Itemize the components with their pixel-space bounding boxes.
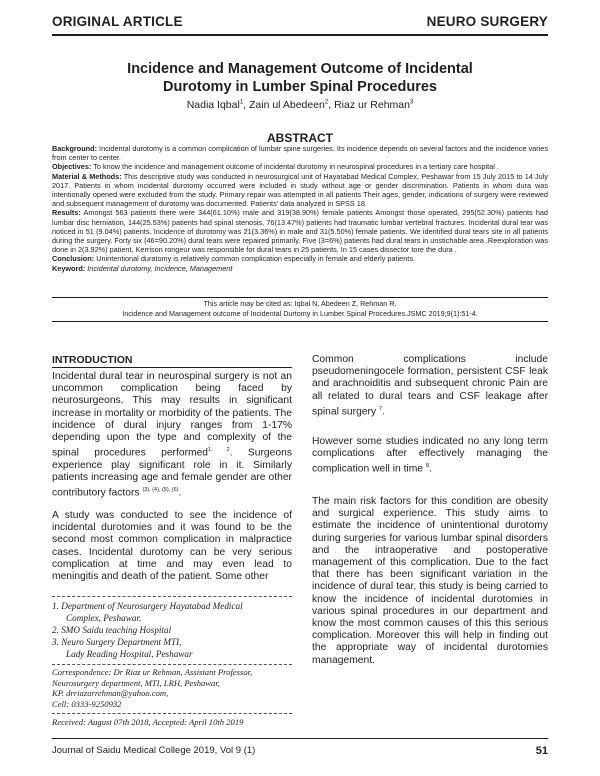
abstract-results: [52, 208, 548, 254]
right-paragraph-1: [312, 354, 548, 418]
keyword-text: Incidental durotomy, Incidence, Management: [87, 263, 233, 273]
intro-p1-cont: . Surgeons experience play significant role in it. Similarly patients increasing age and female gender are other contributory factors: [52, 447, 292, 499]
correspondence: [52, 667, 292, 709]
right-p1-end: .: [382, 406, 385, 418]
header-rule: [52, 34, 548, 36]
conclusion-label: Conclusion:: [52, 254, 95, 264]
author-1: Nadia Iqbal: [186, 99, 240, 111]
abstract-conclusion: [52, 254, 548, 263]
intro-p1-refs2: (3), (4), (5), (6): [142, 487, 179, 494]
received-dates: Received: August 07th 2018, Accepted: April 10th 2019: [52, 717, 244, 727]
right-p2-end: .: [428, 463, 432, 475]
journal-footer: Journal of Saidu Medical College 2019, Vol 9 (1): [52, 745, 256, 756]
intro-p1-end: .: [178, 487, 182, 499]
abstract-objectives: [52, 162, 548, 171]
conclusion-text: Unintentional duratomy is relatively common complication especially in female and elderly patients.: [96, 254, 415, 264]
abstract-keywords: [52, 264, 548, 273]
correspondence-divider: [52, 664, 292, 665]
intro-p1-text: Incidental dural tear in neurospinal surgery is not an uncommon complication being faced by neurosurgeons. This may results in significant increase in mortality or morbidity of the patients. The incidence of dural injury ranges from 1-17% depending upon the type and complexity of the spinal procedures performed: [52, 371, 292, 459]
affiliations: [52, 600, 292, 660]
results-label: Results:: [52, 208, 81, 218]
right-p1-text: Common complications include pseudomeningocele formation, persistent CSF leak and arachnoiditis and subsequent chronic Pain are all related to dural tears and CSF leakage after spinal surgery: [312, 354, 548, 418]
abstract-body: [52, 144, 548, 273]
affiliation-divider: [52, 596, 292, 597]
author-list: Nadia Iqbal$^1$, Zain ul Abedeen$^2$, Riaz ur Rehman$^3$: [186, 99, 414, 111]
objectives-label: Objectives:: [52, 162, 92, 172]
citation-line-1: This article may be cited as: Iqbal N, Abedeen Z, Rehman R.: [203, 299, 397, 308]
author-3-ref: 3: [409, 99, 414, 106]
right-paragraph-3: [312, 496, 548, 667]
affiliation-2: 2. SMO Saidu teaching Hospital: [52, 625, 172, 635]
author-2-ref: 2: [324, 99, 329, 106]
background-text: Incidental durotomy is a common complication of lumbar spine surgeries. Its incidence depends on several factors and the incidence varies from center to center.: [52, 144, 548, 163]
correspondence-phone: Cell: 0333-9250932: [52, 698, 122, 709]
author-2: Zain ul Abedeen: [249, 99, 325, 111]
introduction-heading: INTRODUCTION: [52, 354, 133, 366]
abstract-heading: ABSTRACT: [267, 131, 333, 145]
citation-box: [52, 297, 548, 322]
intro-paragraph-1: [52, 371, 292, 500]
author-3: Riaz ur Rehman: [334, 99, 410, 111]
affiliation-3-cont: Lady Reading Hospital, Peshawar: [66, 649, 193, 659]
article-title: [60, 60, 540, 96]
right-paragraph-2: [312, 436, 548, 476]
abstract-background: [52, 144, 548, 162]
correspondence-line-2: Neurosurgery department, MTI, LRH, Peshawar,: [52, 677, 220, 688]
page-number: 51: [535, 745, 548, 757]
methods-text: This descriptive study was conducted in neurosurgical unit of Hayatabad Medical Complex, Peshawar from 15 July 2015 to 14 July 2017. Patients in whom incidental durotomy occurred were included in study without age or gender discrimination. Patients in whom dura was intentionally opened were excluded from the study. Primary repair was attempted in all patients Their ages, gender, indications of surgery were reviewed and subsequent management of durotomy was documented. Patients' data analyzed in SPSS 18.: [52, 171, 549, 209]
correspondence-email: KP. drriazurrehman@yahoo.com,: [52, 688, 169, 698]
article-type-label: ORIGINAL ARTICLE: [52, 14, 183, 29]
right-p2-ref: 8: [425, 463, 429, 470]
received-divider: [52, 713, 292, 714]
keyword-label: Keyword:: [52, 263, 86, 273]
right-p2-text: However some studies indicated no any long term complications after effectively managing the complication well in time: [312, 436, 548, 475]
affiliation-1-cont: Complex, Peshawar.: [66, 613, 142, 623]
objectives-text: To know the incidence and management outcome of incidental durotomy in neurospinal procedures in a tertiary care hospital .: [93, 162, 499, 172]
intro-paragraph-2: [52, 510, 292, 583]
title-line-1: Incidence and Management Outcome of Incidental: [127, 61, 473, 77]
author-1-ref: 1: [239, 99, 244, 106]
intro-p2-text: A study was conducted to see the incidence of incidental durotomies and it was found to be the second most common complication in malpractice cases. Incidental durotomy can be very serious complication at time and may even lead to meningitis and death of the patient. Some other: [52, 510, 292, 583]
right-p3-text: The main risk factors for this condition are obesity and surgical experience. This study aims to estimate the incidence of unintentional durotomy during surgeries for various lumbar spinal disorders and the intraoperative and postoperative management of this complication. Due to the fact that there has been significant variation in the incidence of dural tear, this study is being carried to know the incidence of incidental durotomies in various spinal procedures in our department and know the most common causes of this this serious complication. Moreover this will help in finding out the appropriate way of incidental durotomies management.: [312, 496, 548, 666]
introduction-rule: [52, 367, 292, 368]
right-p1-ref: 7: [378, 405, 383, 412]
correspondence-line-1: Correspondence: Dr Riaz ur Rehman, Assistant Professor,: [52, 667, 253, 677]
methods-label: Material & Methods:: [52, 171, 122, 181]
abstract-methods: [52, 172, 548, 209]
section-label: NEURO SURGERY: [426, 14, 548, 29]
results-text: Amongst 563 patients there were 344(61.10%) male and 319(38.90%) female patients Amongst those operated, 295(52.30%) patients had lumbar disc herniation, 144(25.53%) patients had spinal stenosis, 76(13.47%) patients had traumatic lumbar vertebral fractures. Incidental dural tear was noticed in 51 (9.04%) patients. Incidence of durotomy was 21(3.36%) in male and 31(5.50%) female patients. We identified dural tears site in all patients during the surgery. Forty six (46=90.20%) dural tears were repaired primarily. Five (3=6%) patients had dural tears in unstichable area .Reexploration was done in 2(3.92%) patient. Kerrison rongeur was responsible for dural tears in 25 patients. In 15 cases dissector tore the dura .: [52, 208, 548, 255]
citation-line-2: Incidence and Management outcome of Incidental Durtomy in Lumber Spinal Procedures.JSMC 2019;9(1):51-4.: [122, 309, 478, 318]
title-line-2: Durotomy in Lumber Spinal Procedures: [163, 79, 437, 95]
intro-p1-refs: 1, 2: [208, 447, 230, 454]
background-label: Background:: [52, 144, 97, 153]
footer-rule: [52, 738, 548, 739]
affiliation-3: 3. Neuro Surgery Department MTI,: [52, 637, 182, 647]
affiliation-1: 1. Department of Neurosurgery Hayatabad Medical: [52, 601, 243, 611]
